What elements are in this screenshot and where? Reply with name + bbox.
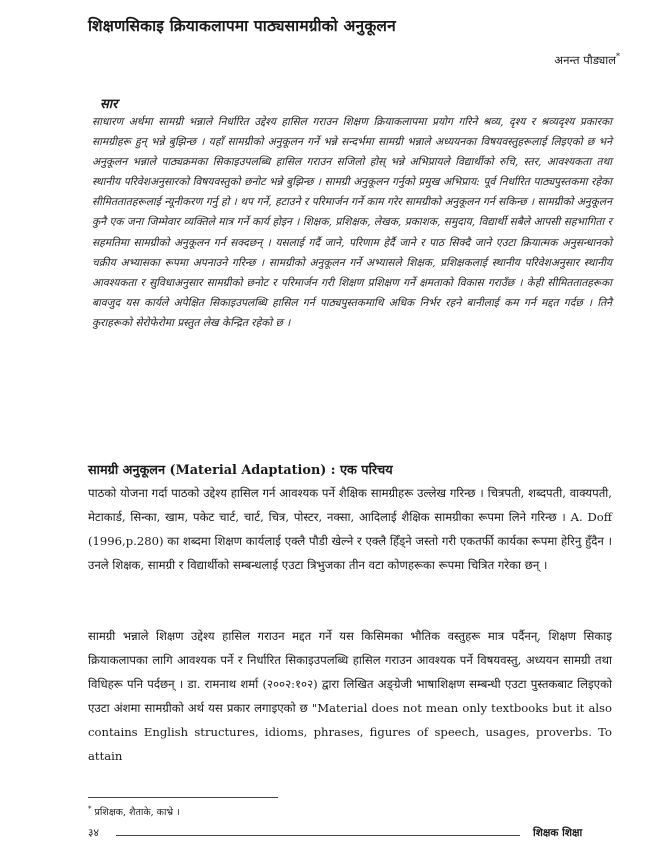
footer-rule bbox=[116, 835, 520, 836]
article-title: शिक्षणसिकाइ क्रियाकलापमा पाठ्यसामग्रीको अनुकूलन bbox=[88, 16, 396, 35]
footnote-divider bbox=[88, 797, 278, 798]
author-name: अनन्त पौड्याल bbox=[554, 52, 616, 67]
abstract-heading: सार bbox=[100, 97, 118, 112]
section-heading: सामग्री अनुकूलन (Material Adaptation) : एक परिचय bbox=[88, 463, 393, 478]
journal-name: शिक्षक शिक्षा bbox=[533, 827, 583, 839]
footnote-mark: * bbox=[88, 805, 92, 813]
footnote-text: प्रशिक्षक, शैताके, काभ्रे । bbox=[94, 807, 180, 819]
author-footnote-mark: * bbox=[616, 52, 620, 61]
body-paragraph-1: पाठको योजना गर्दा पाठको उद्देश्य हासिल गर्न आवश्यक पर्ने शैक्षिक सामग्रीहरू उल्लेख गरिन्छ । चित्रपती, शब्दपती, वाक्यपती, मेटाकार्ड, सिन्का, खाम, पकेट चार्ट, चार्ट, चित्र, पोस्टर, नक्सा, आदिलाई शैक्षिक सामग्रीका रूपमा लिने गरिन्छ । A. Doff (1996,p.280) का शब्दमा शिक्षण कार्यलाई एक्लै पौडी खेल्ने र एक्लै हिँड्ने जस्तो गरी एकतर्फी कार्यका रूपमा हेरिनु हुँदैन । उनले शिक्षक, सामग्री र विद्यार्थीको सम्बन्धलाई एउटा त्रिभुजका तीन वटा कोणहरूका रूपमा चित्रित गरेका छन् । bbox=[88, 486, 612, 572]
footnote bbox=[88, 805, 180, 818]
author-byline bbox=[470, 52, 620, 68]
page-number: ३४ bbox=[88, 827, 99, 839]
abstract-text: साधारण अर्थमा सामग्री भन्नाले निर्धारित उद्देश्य हासिल गराउन शिक्षण क्रियाकलापमा प्रयोग गरिने श्रव्य, दृश्य र श्रव्यदृश्य प्रकारका सामग्रीहरू हुन् भन्ने बुझिन्छ । यहाँ सामग्रीको अनुकूलन गर्ने भन्ने सन्दर्भमा सामग्री भन्नाले अध्ययनका विषयवस्तुहरूलाई लिइएको छ भने अनुकूलन भन्नाले पाठ्यक्रमका सिकाइउपलब्धि हासिल गराउन सजिलो होस् भन्ने अभिप्रायले विद्यार्थीको रुचि, स्तर, आवश्यकता तथा स्थानीय परिवेशअनुसारको विषयवस्तुको छनोट भन्ने बुझिन्छ । सामग्री अनुकूलन गर्नुको प्रमुख अभिप्राय: पूर्व निर्धारित पाठ्यपुस्तकमा रहेका सीमिततातहरूलाई न्यूनीकरण गर्नु हो । थप गर्ने, हटाउने र परिमार्जन गर्ने काम गरेर सामग्रीको अनुकूलन गर्न सकिन्छ । सामग्रीको अनुकूलन कुनै एक जना जिम्मेवार व्यक्तिले मात्र गर्ने कार्य होइन । शिक्षक, प्रशिक्षक, लेखक, प्रकाशक, समुदाय, विद्यार्थी सबैले आपसी सहभागिता र सहमतिमा सामग्रीको अनुकूलन गर्न सक्दछन् । यसलाई गर्दै जाने, परिणाम हेर्दै जाने र पाठ सिक्दै जाने एउटा क्रियात्मक अनुसन्धानको चक्रीय अभ्यासका रूपमा अपनाउने गरिन्छ । सामग्रीको अनुकूलन गर्ने अभ्यासले शिक्षक, प्रशिक्षकलाई स्थानीय परिवेशअनुसार स्थानीय आवश्यकता र सुविधाअनुसार सामग्रीको छनोट र परिमार्जन गरी शिक्षण प्रशिक्षण गर्ने क्षमताको विकास गराउँछ । केही सीमिततातहरूका बावजुद यस कार्यले अपेक्षित सिकाइउपलब्धि हासिल गर्न पाठ्यपुस्तकमाथि अधिक निर्भर रहने बानीलाई कम गर्न मद्दत गर्दछ । तिनै कुराहरूको सेरोफेरोमा प्रस्तुत लेख केन्द्रित रहेको छ । bbox=[92, 116, 612, 329]
body-paragraph-2: सामग्री भन्नाले शिक्षण उद्देश्य हासिल गराउन मद्दत गर्ने यस किसिमका भौतिक वस्तुहरू मात्र पर्दैनन्, शिक्षण सिकाइ क्रियाकलापका लागि आवश्यक पर्ने र निर्धारित सिकाइउपलब्धि हासिल गराउन आवश्यक पर्ने विषयवस्तु, अध्ययन सामग्री तथा विधिहरू पनि पर्दछन् । डा. रामनाथ शर्मा (२००२:१०२) द्वारा लिखित अङ्ग्रेजी भाषाशिक्षण सम्बन्धी एउटा पुस्तकबाट लिइएको एउटा अंशमा सामग्रीको अर्थ यस प्रकार लगाइएको छ "Material does not mean only textbooks but it also contains English structures, idioms, phrases, figures of speech, usages, proverbs. To attain bbox=[88, 629, 612, 763]
